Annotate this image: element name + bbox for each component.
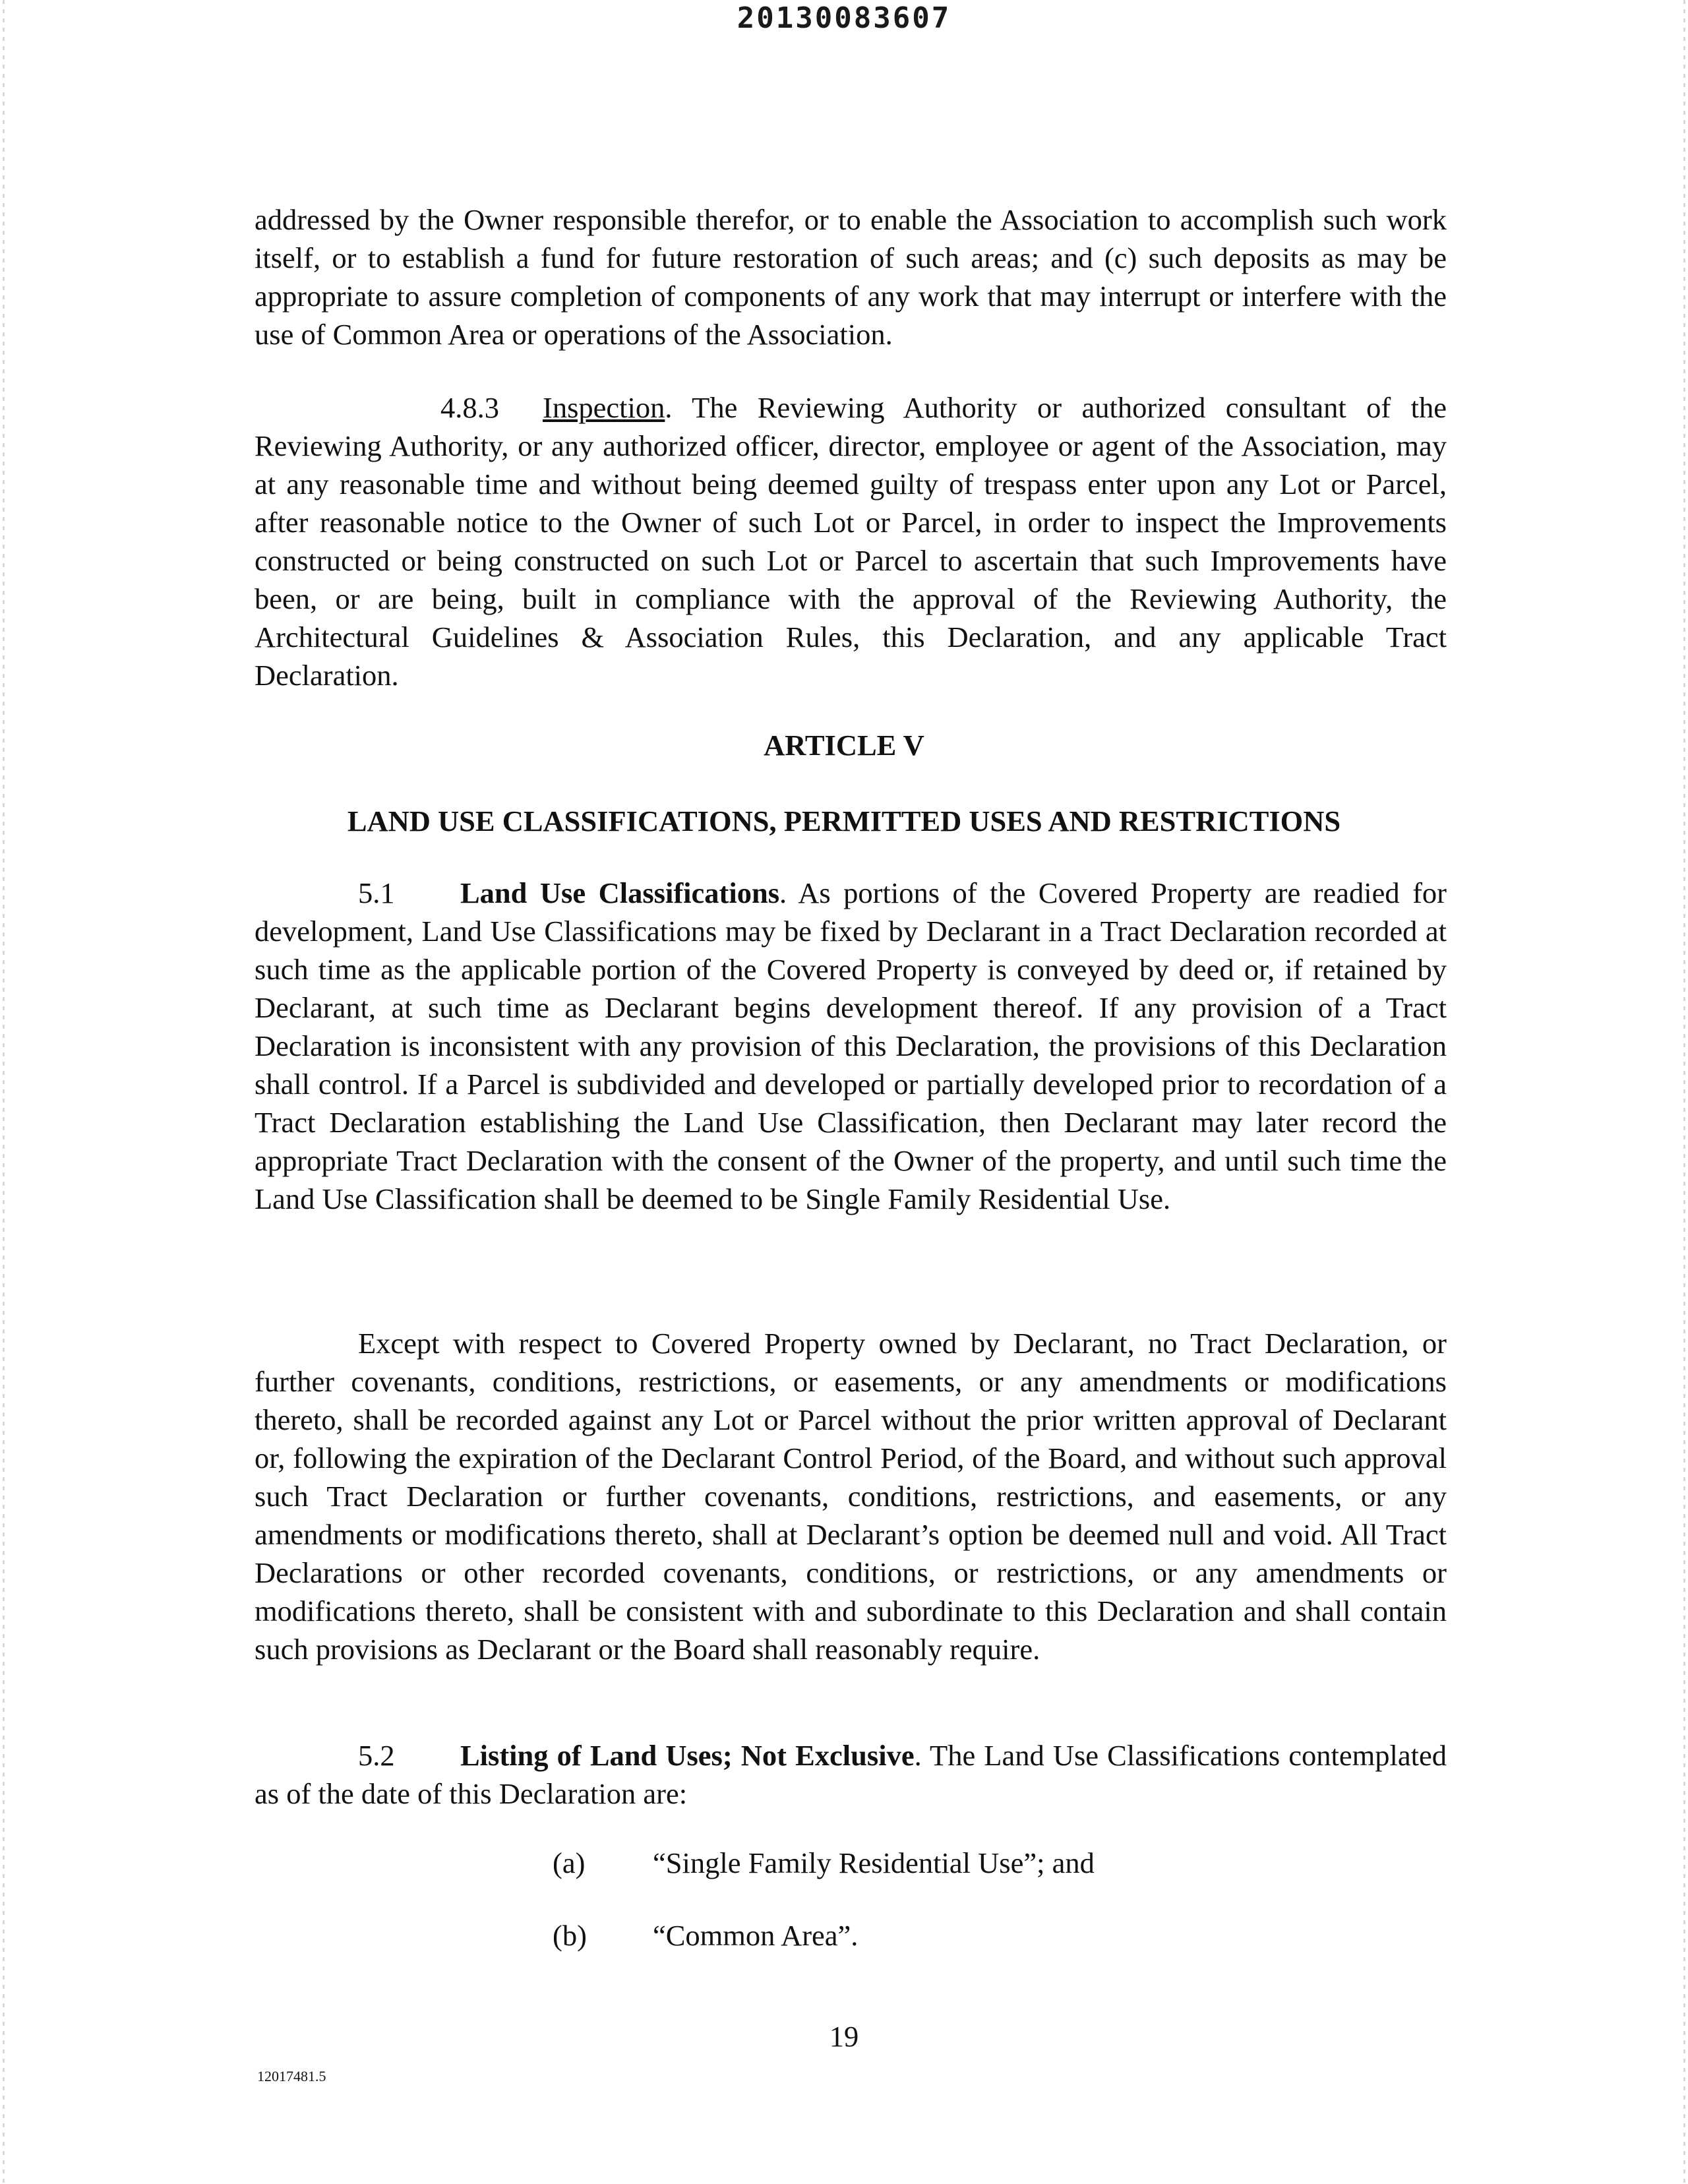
scan-edge-right <box>1683 0 1685 2184</box>
paragraph-text: addressed by the Owner responsible therefor, or to enable the Association to accomplish such work itself, or to establish a fund for future restoration of such areas; and (c) such deposits as may be appropriate to assure completion of components of any work that may interrupt or interfere with the use of Common Area or operations of the Association. <box>255 203 1447 351</box>
list-marker: (b) <box>553 1919 587 1952</box>
list-text: “Common Area”. <box>653 1919 859 1952</box>
list-marker: (a) <box>553 1846 586 1879</box>
paragraph-text: Except with respect to Covered Property owned by Declarant, no Tract Declaration, or further covenants, conditions, restrictions, or easements, or any amendments or modifications thereto, shall be recorded against any Lot or Parcel without the prior written approval of Declarant or, following the expiration of the Declarant Control Period, of the Board, and without such approval such Tract Declaration or further covenants, conditions, restrictions, and easements, or any amendments or modifications thereto, shall at Declarant’s option be deemed null and void. All Tract Declarations or other recorded covenants, conditions, or restrictions, or any amendments or modifications thereto, shall be consistent with and subordinate to this Declaration and shall contain such provisions as Declarant or the Board shall reasonably require. <box>255 1327 1447 1666</box>
list-item <box>553 1916 858 1955</box>
section-5-1 <box>255 874 1447 1218</box>
document-id: 12017481.5 <box>257 2068 326 2084</box>
section-title: Inspection <box>543 391 665 424</box>
list-text: “Single Family Residential Use”; and <box>653 1846 1095 1879</box>
section-text: . The Reviewing Authority or authorized consultant of the Reviewing Authority, or any authorized officer, director, employee or agent of the Association, may at any reasonable time and without being deemed guilty of trespass enter upon any Lot or Parcel, after reasonable notice to the Owner of such Lot or Parcel, in order to inspect the Improvements constructed or being constructed on such Lot or Parcel to ascertain that such Improvements have been, or are being, built in compliance with the approval of the Reviewing Authority, the Architectural Guidelines & Association Rules, this Declaration, and any applicable Tract Declaration. <box>255 391 1447 692</box>
section-text: . The Land Use Classifications contemplated as of the date of this Declaration are: <box>255 1739 1447 1810</box>
recording-number: 20130083607 <box>737 1 951 35</box>
article-title: LAND USE CLASSIFICATIONS, PERMITTED USES AND RESTRICTIONS <box>347 804 1341 837</box>
section-title: Land Use Classifications <box>460 876 780 909</box>
article-heading: ARTICLE V <box>764 729 924 762</box>
section-number: 4.8.3 <box>440 391 499 424</box>
section-number: 5.1 <box>358 876 395 909</box>
list-item <box>553 1844 1095 1882</box>
page-number: 19 <box>829 2020 859 2053</box>
section-text: . As portions of the Covered Property are readied for development, Land Use Classifications may be fixed by Declarant in a Tract Declaration recorded at such time as the applicable portion of the Covered Property is conveyed by deed or, if retained by Declarant, at such time as Declarant begins development thereof. If any provision of a Tract Declaration is inconsistent with any provision of this Declaration, the provisions of this Declaration shall control. If a Parcel is subdivided and developed or partially developed prior to recordation of a Tract Declaration establishing the Land Use Classification, then Declarant may later record the appropriate Tract Declaration with the consent of the Owner of the property, and until such time the Land Use Classification shall be deemed to be Single Family Residential Use. <box>255 876 1447 1215</box>
paragraph-tract-declarations <box>255 1324 1447 1668</box>
section-number: 5.2 <box>358 1739 395 1772</box>
section-title: Listing of Land Uses; Not Exclusive <box>460 1739 915 1772</box>
paragraph-continuation <box>255 200 1447 353</box>
scan-edge-left <box>3 0 5 2184</box>
section-4-8-3 <box>255 388 1447 694</box>
section-5-2 <box>255 1736 1447 1813</box>
